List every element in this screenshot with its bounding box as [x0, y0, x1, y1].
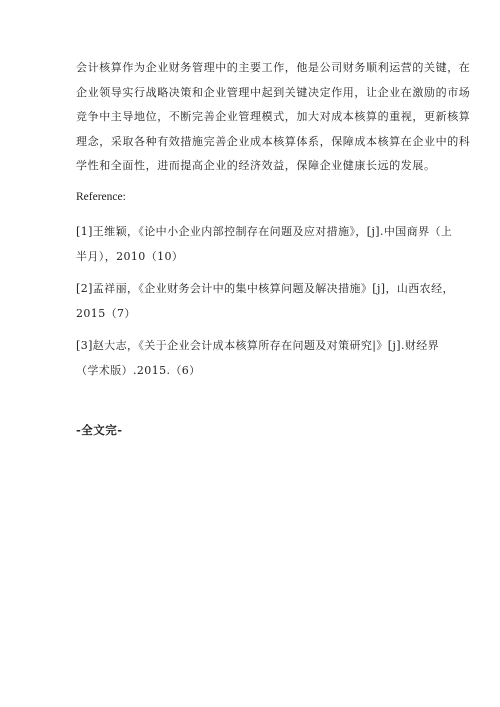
reference-line: （学术版）.2015.（6）: [76, 363, 201, 377]
reference-line: [1]王维颖，《论中小企业内部控制存在问题及应对措施》，[j].中国商界（上: [76, 225, 453, 238]
reference-item-2: [76, 277, 454, 326]
references-heading: Reference:: [76, 191, 126, 203]
reference-line: [2]孟祥丽，《企业财务会计中的集中核算问题及解决措施》[j]，山西农经，: [76, 282, 454, 295]
reference-line: 2015（7）: [76, 306, 136, 320]
paragraph-line: 理念，采取各种有效措施完善企业成本核算体系，保障成本核算在企业中的科: [76, 134, 471, 148]
end-of-document-mark: -全文完-: [76, 423, 123, 437]
reference-line: [3]赵大志，《关于企业会计成本核算所存在问题及对策研究|》[j].财经界: [76, 339, 440, 352]
paragraph-line: 竞争中主导地位，不断完善企业管理模式，加大对成本核算的重视，更新核算: [76, 110, 471, 123]
reference-item-1: [76, 220, 453, 269]
reference-item-3: [76, 334, 440, 383]
paragraph-line: 企业领导实行战略决策和企业管理中起到关键决定作用，让企业在激励的市场: [76, 85, 471, 99]
paragraph-line: 学性和全面性，进而提高企业的经济效益，保障企业健康长远的发展。: [76, 159, 436, 172]
paragraph-line: 会计核算作为企业财务管理中的主要工作，他是公司财务顺利运营的关键，在: [76, 61, 471, 74]
body-paragraph: [76, 56, 471, 179]
reference-line: 半月），2010（10）: [76, 249, 184, 263]
